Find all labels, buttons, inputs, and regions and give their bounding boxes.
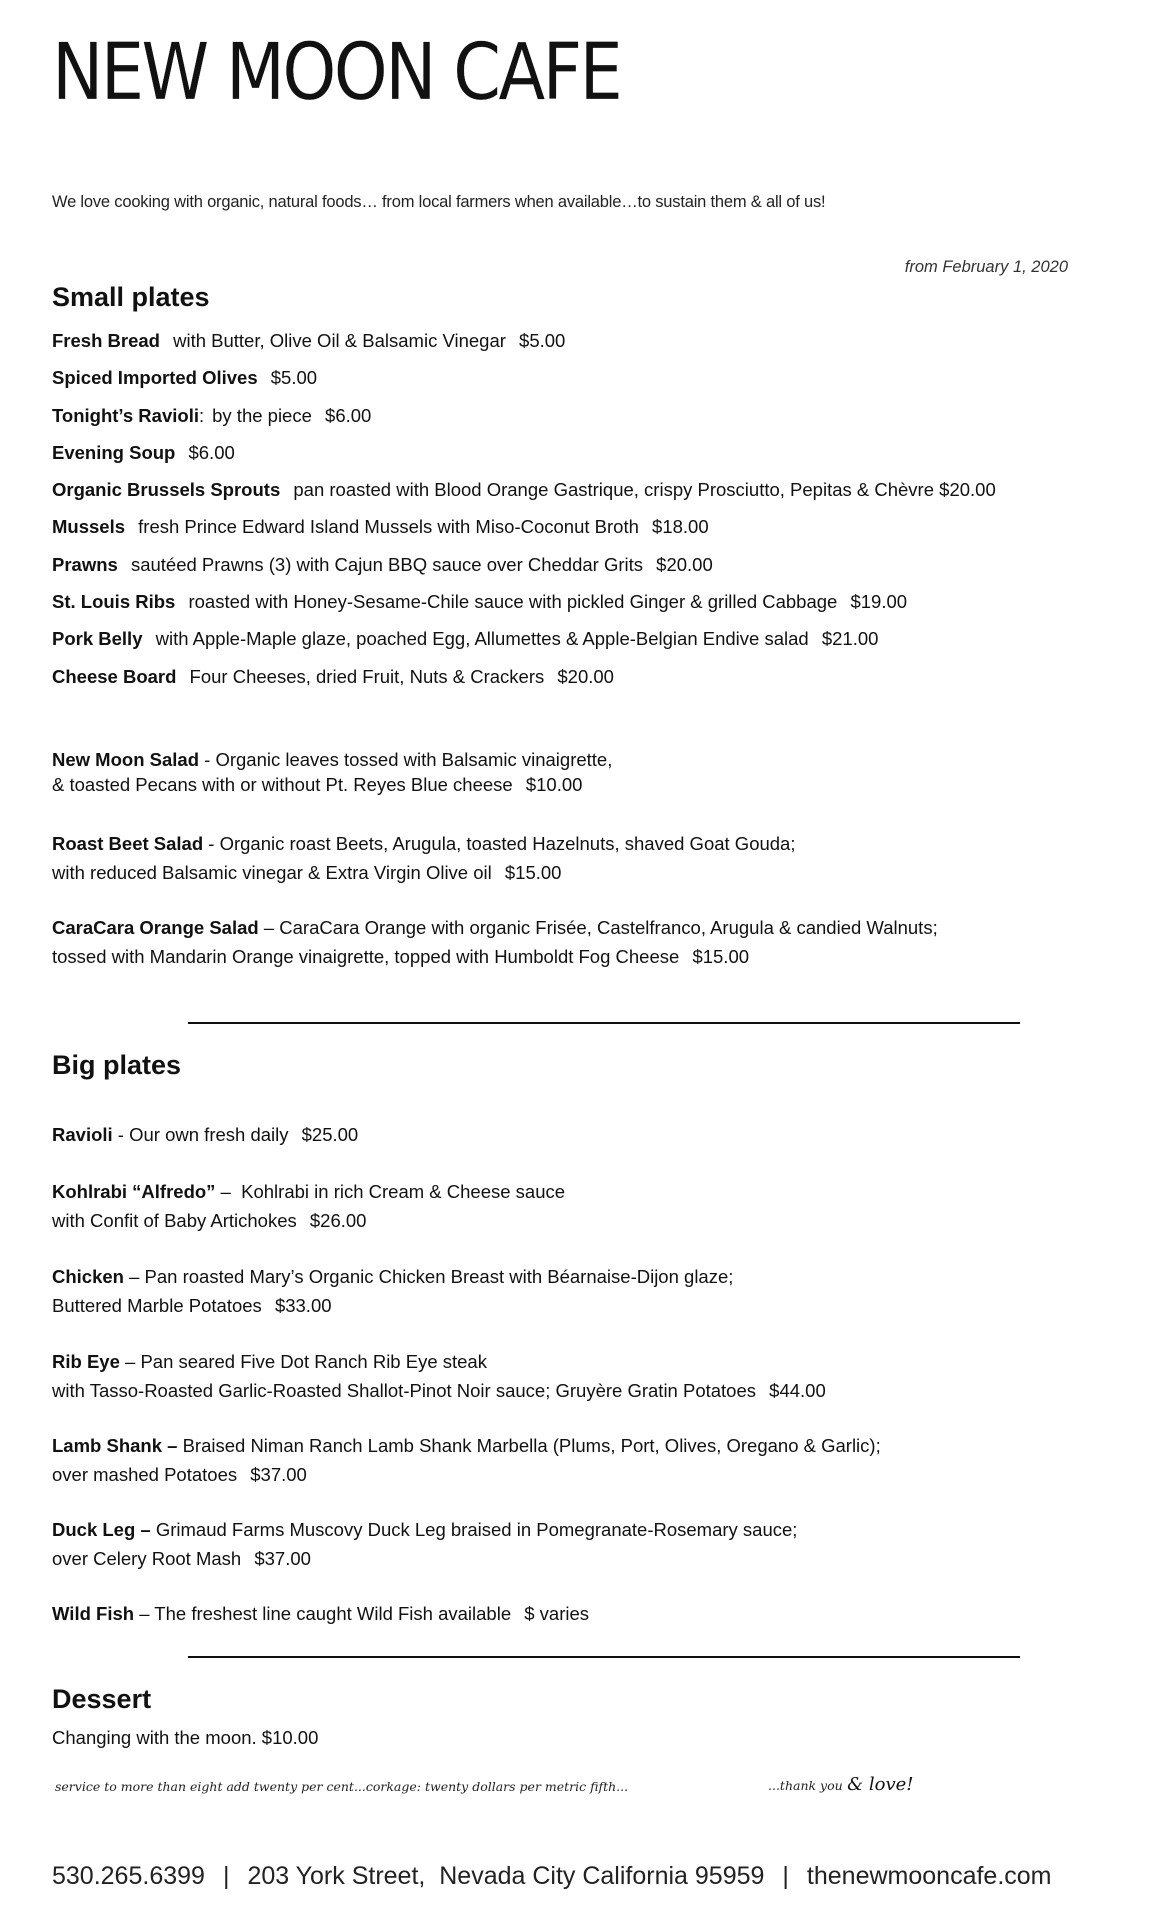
item-name: Cheese Board [52,665,177,687]
address: 203 York Street, Nevada City California 95959 [247,1862,765,1890]
item-price: $5.00 [270,367,318,389]
item-desc: CaraCara Orange with organic Frisée, Castelfranco, Arugula & candied Walnuts; [279,917,938,938]
big-plate-item [52,1177,565,1235]
item-desc: fresh Prince Edward Island Mussels with Miso-Coconut Broth [138,516,639,538]
big-plates-heading: Big plates [52,1050,182,1080]
big-plate-item [52,1262,733,1320]
item-desc: Kohlrabi in rich Cream & Cheese sauce [241,1181,566,1202]
small-plates-heading: Small plates [52,282,210,312]
thank-you-note [768,1774,914,1795]
item-price: $6.00 [188,441,235,463]
item-price: $10.00 [525,774,583,795]
item-name: Wild Fish [52,1603,135,1624]
item-name: Prawns [52,553,118,575]
item-desc: tossed with Mandarin Orange vinaigrette, topped with Humboldt Fog Cheese [52,946,680,967]
menu-item [52,476,996,513]
item-separator: - [112,1124,130,1145]
footer-separator: | [782,1862,789,1890]
item-desc: & toasted Pecans with or without Pt. Reyes Blue cheese [52,774,513,795]
item-price: $37.00 [250,1464,307,1485]
item-name: Mussels [52,516,126,538]
item-name: Fresh Bread [52,330,160,351]
item-desc: Pan roasted Mary’s Organic Chicken Breast with Béarnaise-Dijon glaze; [144,1266,734,1287]
big-plate-item [52,1121,358,1149]
item-name: New Moon Salad [52,749,199,770]
item-name: Pork Belly [52,628,143,650]
item-price: $20.00 [656,553,713,575]
item-price: $15.00 [692,946,750,967]
item-price: $20.00 [939,479,996,501]
item-price: $25.00 [301,1124,359,1145]
footer-separator: | [222,1862,230,1890]
item-price: $19.00 [850,591,908,613]
item-desc: by the piece [212,404,312,426]
item-desc: Pan seared Five Dot Ranch Rib Eye steak [140,1351,487,1372]
item-desc: over mashed Potatoes [52,1464,238,1485]
item-price: $20.00 [557,665,614,687]
dessert-text: Changing with the moon. $10.00 [52,1727,319,1748]
menu-item [52,588,996,625]
item-price: $26.00 [309,1210,367,1231]
item-price: $15.00 [504,862,562,883]
item-price: $5.00 [519,330,566,351]
item-name: Ravioli [52,1124,113,1145]
item-price: $ varies [524,1603,590,1624]
item-name: Kohlrabi “Alfredo” [52,1181,216,1202]
item-desc: with Butter, Olive Oil & Balsamic Vinegar [173,330,506,351]
item-name: Spiced Imported Olives [52,367,258,389]
salad-item [52,747,612,797]
item-separator: – [134,1603,155,1624]
item-desc: The freshest line caught Wild Fish available [154,1603,512,1624]
effective-date: from February 1, 2020 [904,258,1068,276]
big-plate-item [52,1600,589,1628]
item-desc: Four Cheeses, dried Fruit, Nuts & Crackers [189,665,545,687]
item-name: Chicken [52,1266,124,1287]
item-desc: Grimaud Farms Muscovy Duck Leg braised in Pomegranate-Rosemary sauce; [155,1519,798,1540]
item-desc: over Celery Root Mash [52,1548,242,1569]
big-plate-item [52,1347,826,1405]
item-desc: roasted with Honey-Sesame-Chile sauce with pickled Ginger & grilled Cabbage [188,591,838,613]
menu-item [52,439,996,476]
item-desc: with Tasso-Roasted Garlic-Roasted Shallot-Pinot Noir sauce; Gruyère Gratin Potatoes [52,1380,757,1401]
item-desc: with reduced Balsamic vinegar & Extra Virgin Olive oil [52,862,492,883]
menu-item: Tonight’s Ravioli: by the piece $6.00 [52,404,372,426]
item-separator: – [258,917,280,938]
dessert-heading: Dessert [52,1684,152,1714]
page-title: NEW MOON CAFE [52,28,621,118]
item-separator: - [203,833,220,854]
item-separator: – [123,1266,145,1287]
item-name: St. Louis Ribs [52,591,176,613]
item-name: Tonight’s Ravioli [52,404,199,426]
item-separator: - [199,749,216,770]
item-price: $37.00 [254,1548,311,1569]
item-name: CaraCara Orange Salad [52,917,259,938]
item-price: $44.00 [769,1380,826,1401]
item-name: Evening Soup [52,441,176,463]
section-divider [188,1656,1020,1658]
item-name: Organic Brussels Sprouts [52,479,281,501]
big-plate-item [52,1515,797,1573]
item-separator: – [215,1181,242,1202]
item-desc: with Confit of Baby Artichokes [52,1210,297,1231]
menu-item [52,327,996,364]
item-name: Roast Beet Salad [52,833,204,854]
tagline: We love cooking with organic, natural foods… from local farmers when available…to sustain them & all of us! [52,193,826,211]
item-desc: Organic leaves tossed with Balsamic vinaigrette, [215,749,613,770]
item-name: Duck Leg – [52,1519,151,1540]
love-text: & love! [847,1774,914,1795]
item-desc: Organic roast Beets, Arugula, toasted Hazelnuts, shaved Goat Gouda; [219,833,796,854]
service-note: service to more than eight add twenty per cent...corkage: twenty dollars per metric fifth... [55,1779,629,1794]
small-plates-list [52,327,996,700]
item-name: Lamb Shank – [52,1435,178,1456]
menu-item [52,364,996,401]
thank-you-text: ...thank you [768,1778,843,1793]
item-name: Rib Eye [52,1351,120,1372]
menu-item [52,625,996,662]
section-divider [188,1022,1020,1024]
salad-item [52,913,938,971]
item-desc: sautéed Prawns (3) with Cajun BBQ sauce over Cheddar Grits [130,553,644,575]
salad-item [52,829,796,887]
website-link[interactable]: thenewmooncafe.com [806,1862,1052,1890]
phone-number: 530.265.6399 [52,1862,205,1890]
item-desc: Buttered Marble Potatoes [52,1295,262,1316]
item-desc: Braised Niman Ranch Lamb Shank Marbella (Plums, Port, Olives, Oregano & Garlic); [182,1435,881,1456]
item-price: $21.00 [821,628,879,650]
item-price: $6.00 [325,404,372,426]
item-desc: Our own fresh daily [129,1124,289,1145]
menu-item [52,513,996,550]
item-desc: pan roasted with Blood Orange Gastrique, crispy Prosciutto, Pepitas & Chèvre [293,479,935,501]
item-separator: – [119,1351,141,1372]
item-desc: with Apple-Maple glaze, poached Egg, Allumettes & Apple-Belgian Endive salad [155,628,809,650]
menu-item [52,663,996,700]
big-plate-item [52,1431,881,1489]
item-price: $18.00 [652,516,709,538]
item-price: $33.00 [274,1295,332,1316]
menu-item [52,551,996,588]
footer [52,1862,1052,1891]
